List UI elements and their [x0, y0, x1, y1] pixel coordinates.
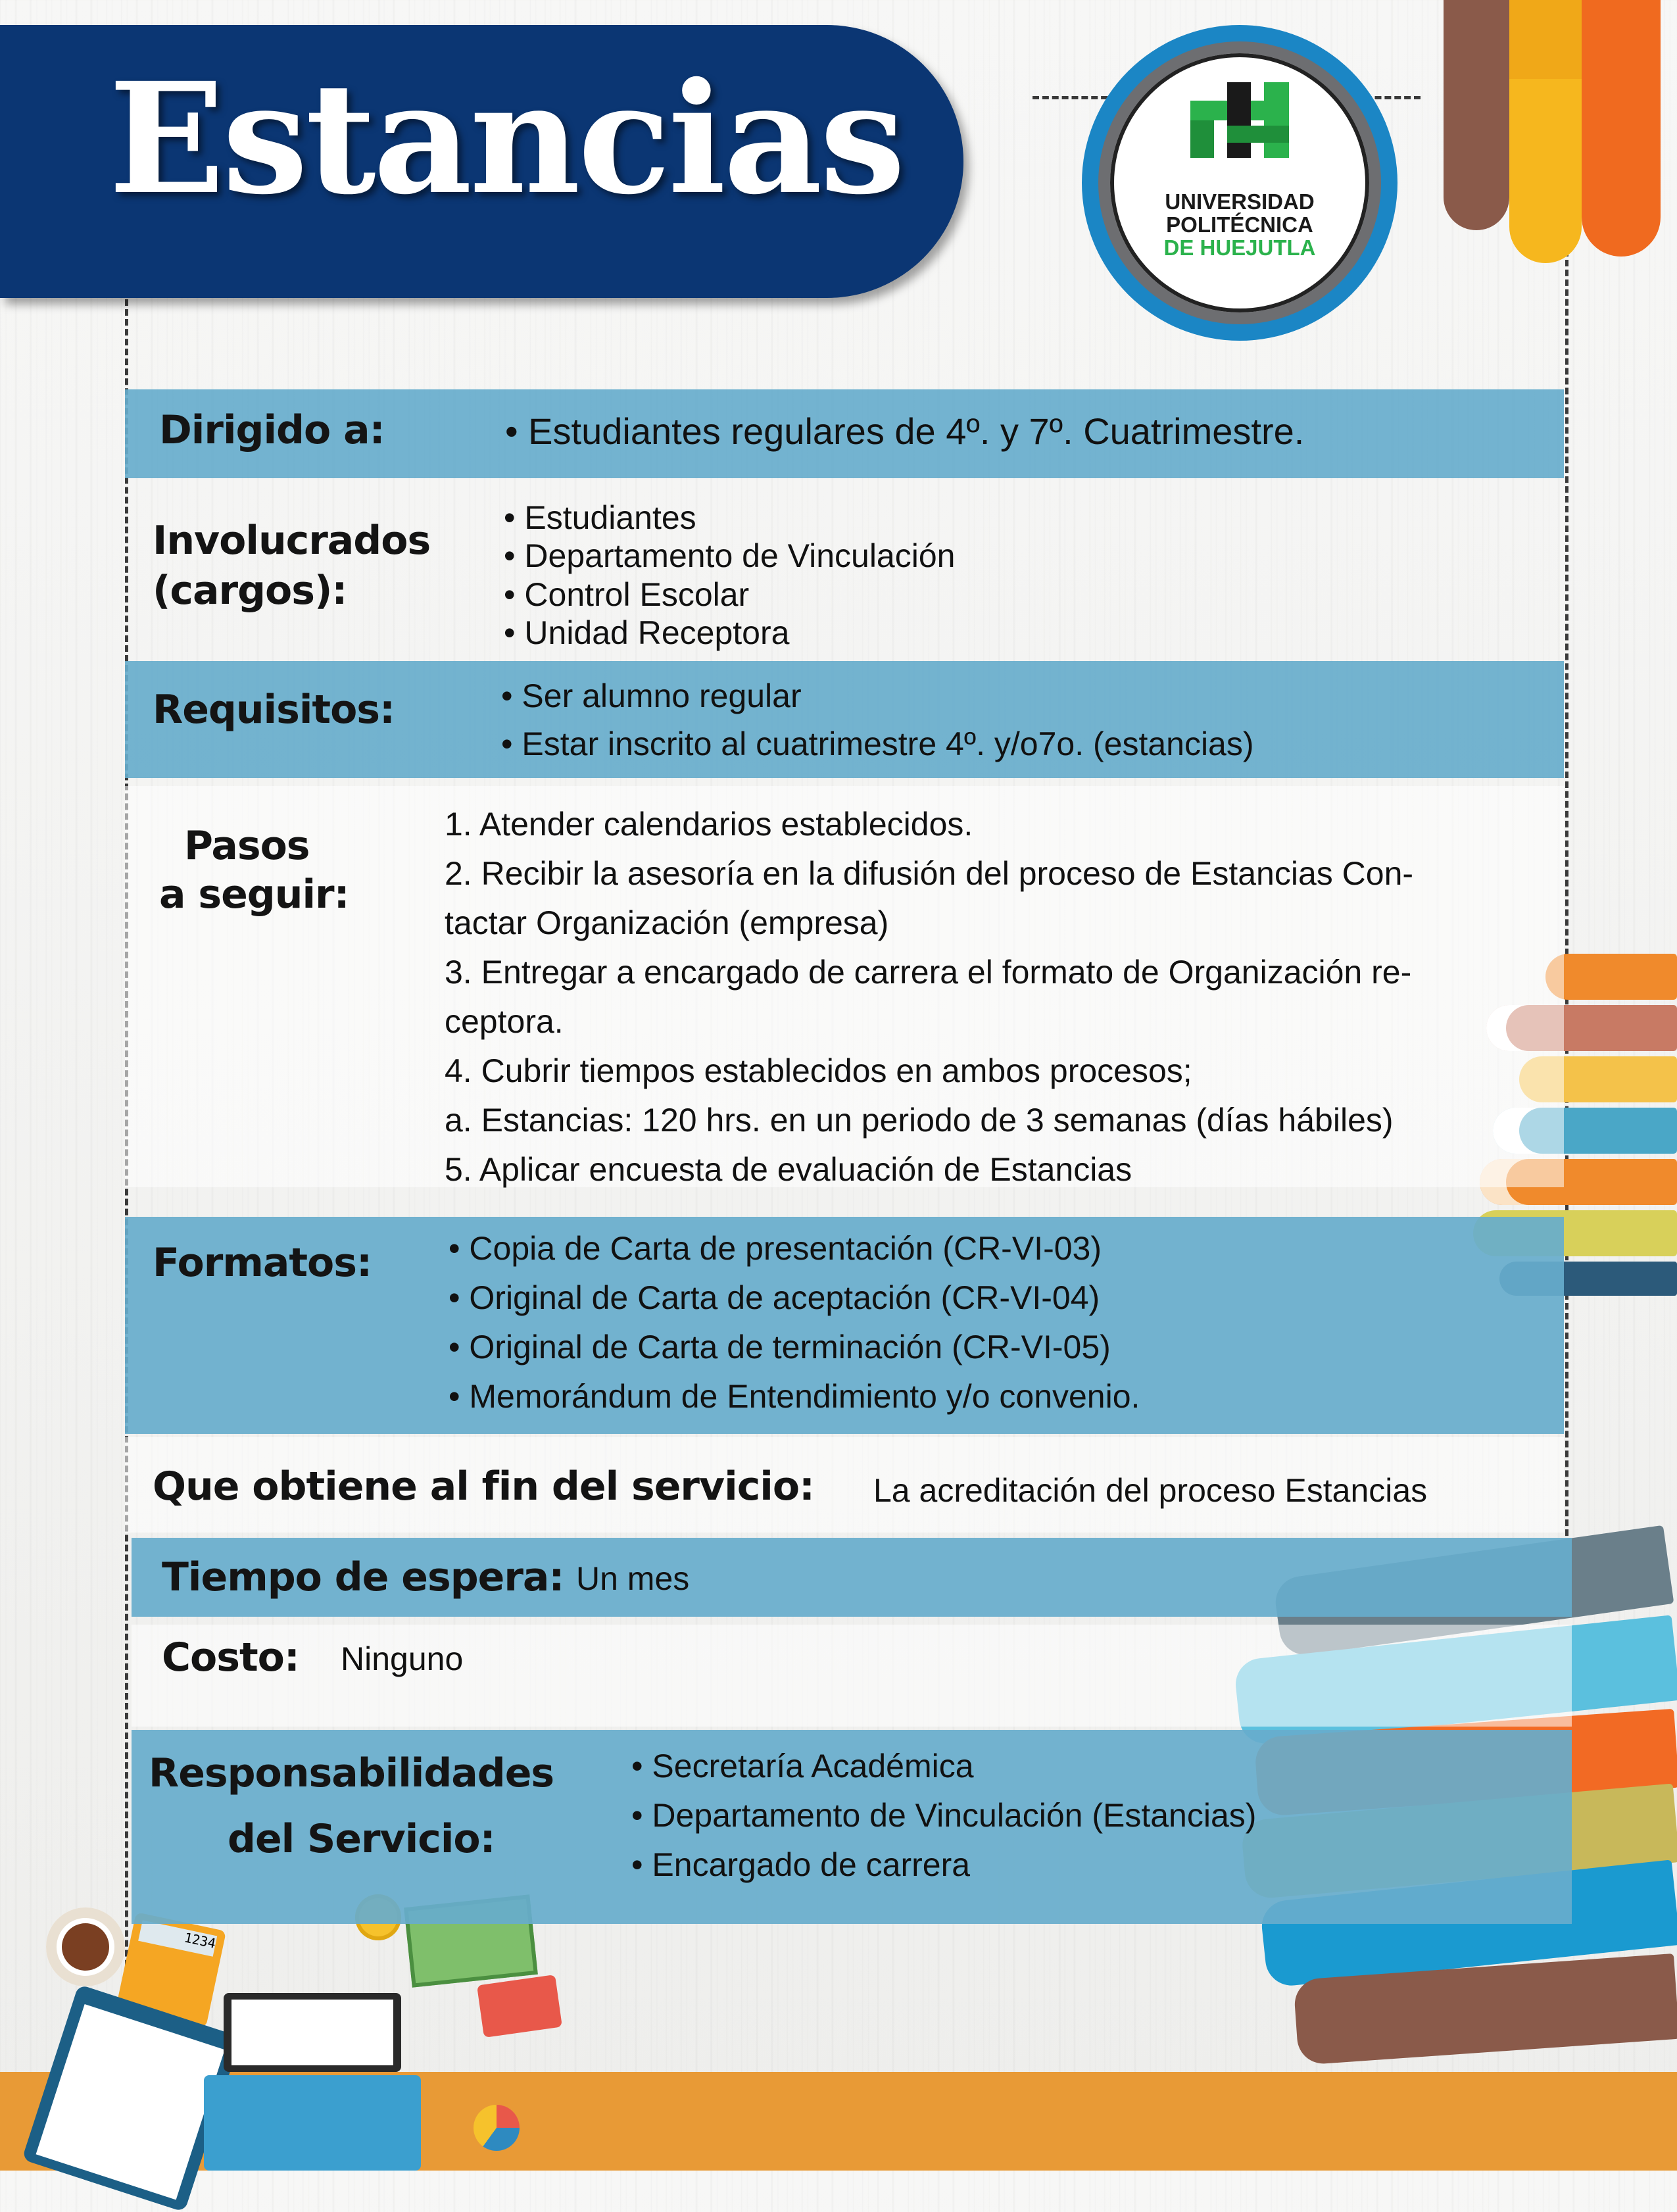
requisitos-item: • Ser alumno regular: [501, 679, 802, 712]
pasos-line: 5. Aplicar encuesta de evaluación de Estancias: [445, 1151, 1132, 1188]
involucrados-item: • Control Escolar: [504, 578, 749, 611]
label-requisitos: Requisitos:: [153, 687, 395, 733]
page-title: Estancias: [109, 49, 903, 228]
formatos-item: • Memorándum de Entendimiento y/o convenio.: [449, 1380, 1140, 1413]
label-pasos-2: a seguir:: [159, 872, 349, 918]
pie-chart-icon: [474, 2105, 520, 2151]
pasos-line: 1. Atender calendarios establecidos.: [445, 806, 973, 843]
responsabilidades-item: • Encargado de carrera: [631, 1848, 970, 1881]
label-costo: Costo:: [162, 1634, 299, 1681]
tiempo-text: Un mes: [576, 1560, 690, 1597]
label-obtiene: Que obtiene al fin del servicio:: [153, 1463, 815, 1510]
upjh-mark-icon: [1190, 82, 1289, 158]
pasos-line: 2. Recibir la asesoría en la difusión del proceso de Estancias Con-: [445, 855, 1414, 892]
obtiene-text: La acreditación del proceso Estancias: [873, 1472, 1428, 1509]
logo-text-line1: UNIVERSIDAD: [1165, 189, 1315, 214]
credit-card-icon: [477, 1975, 562, 2038]
involucrados-item: • Departamento de Vinculación: [504, 539, 955, 572]
pasos-line: 3. Entregar a encargado de carrera el formato de Organización re-: [445, 954, 1412, 991]
formatos-item: • Original de Carta de terminación (CR-VI-05): [449, 1331, 1111, 1364]
pasos-line: tactar Organización (empresa): [445, 904, 889, 941]
dirigido-text: • Estudiantes regulares de 4º. y 7º. Cuatrimestre.: [505, 413, 1304, 450]
pasos-line: 4. Cubrir tiempos establecidos en ambos procesos;: [445, 1052, 1192, 1089]
requisitos-item: • Estar inscrito al cuatrimestre 4º. y/o7o. (estancias): [501, 727, 1254, 760]
involucrados-item: • Unidad Receptora: [504, 616, 789, 649]
coffee-cup-icon: [46, 1907, 125, 1986]
responsabilidades-item: • Secretaría Académica: [631, 1750, 974, 1782]
dashed-guide-left: [125, 299, 128, 2075]
involucrados-item: • Estudiantes: [504, 501, 696, 534]
laptop-icon: [204, 1993, 421, 2171]
logo-text-line3: DE HUEJUTLA: [1163, 235, 1316, 260]
dashed-guide-right: [1565, 250, 1568, 1565]
label-involucrados-2: (cargos):: [153, 568, 347, 614]
calculator-icon: 1234: [116, 1912, 226, 2028]
label-pasos-1: Pasos: [184, 823, 310, 869]
responsabilidades-item: • Departamento de Vinculación (Estancias): [631, 1799, 1256, 1832]
costo-text: Ninguno: [341, 1640, 464, 1677]
logo-text-line2: POLITÉCNICA: [1166, 212, 1313, 237]
label-involucrados-1: Involucrados: [153, 518, 431, 564]
formatos-item: • Copia de Carta de presentación (CR-VI-03): [449, 1232, 1102, 1265]
label-dirigido: Dirigido a:: [159, 407, 385, 453]
label-formatos: Formatos:: [153, 1240, 372, 1286]
books-top-right: [1440, 0, 1677, 270]
formatos-item: • Original de Carta de aceptación (CR-VI-04): [449, 1281, 1100, 1314]
desk-items-illustration: [26, 1894, 566, 2171]
label-responsabilidades-1: Responsabilidades: [149, 1750, 554, 1796]
pasos-line: ceptora.: [445, 1003, 564, 1040]
label-responsabilidades-2: del Servicio:: [228, 1816, 495, 1862]
label-tiempo: Tiempo de espera:: [162, 1554, 564, 1600]
pasos-line: a. Estancias: 120 hrs. en un periodo de 3 semanas (días hábiles): [445, 1102, 1394, 1139]
